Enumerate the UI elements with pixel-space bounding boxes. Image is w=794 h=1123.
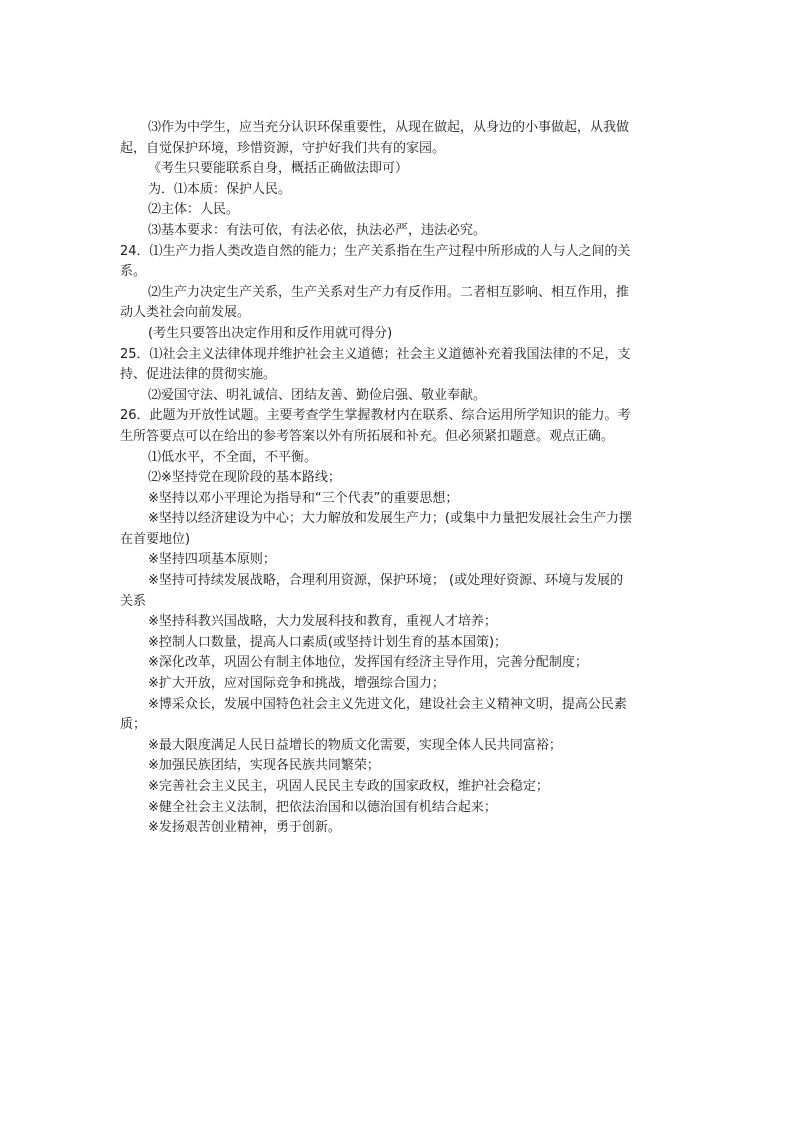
text-line: ⑵爱国守法、明礼诚信、团结友善、勤俭启强、敬业奉献。: [148, 387, 487, 403]
text-line: ⑵※坚持党在现阶段的基本路线；: [148, 470, 341, 486]
text-line: 起，自觉保护环境，珍惜资源，守护好我们共有的家园。: [120, 140, 446, 156]
text-line: 26．此题为开放性试题。主要考查学生掌握教材内在联系、综合运用所学知识的能力。考: [120, 408, 631, 424]
text-line: 质；: [120, 717, 147, 733]
text-line: 关系: [120, 593, 147, 609]
text-line: ※扩大开放，应对国际竞争和挑战，增强综合国力；: [148, 676, 445, 692]
text-line: ※博采众长，发展中国特色社会主义先进文化，建设社会主义精神文明，提高公民素: [148, 696, 627, 712]
text-line: 生所答要点可以在给出的参考答案以外有所拓展和补充。但必须紧扣题意。观点正确。: [120, 428, 615, 444]
text-line: ※最大限度满足人民日益增长的物质文化需要，实现全体人民共同富裕；: [148, 737, 562, 753]
text-line: ※坚持以邓小平理论为指导和“三个代表”的重要思想；: [148, 490, 459, 506]
text-line: ⑵主体：人民。: [148, 202, 240, 218]
text-line: ※完善社会主义民主，巩固人民民主专政的国家政权，维护社会稳定；: [148, 779, 549, 794]
text-line: 24．⑴生产力指人类改造自然的能力；生产关系指在生产过程中所形成的人与人之间的关: [120, 243, 631, 259]
text-line: ※坚持科教兴国战略，大力发展科技和教育，重视人才培养；: [148, 614, 497, 630]
text-line: ⑴低水平，不全面，不平衡。: [148, 449, 318, 465]
document-page: [120, 118, 680, 839]
text-line: ※控制人口数量，提高人口素质(或坚持计划生育的基本国策)；: [148, 634, 508, 650]
text-line: 为．⑴本质：保护人民。: [148, 181, 292, 197]
text-line: ※坚持以经济建设为中心；大力解放和发展生产力；(或集中力量把发展社会生产力摆: [148, 511, 632, 527]
text-line: (考生只要答出决定作用和反作用就可得分): [148, 325, 393, 341]
text-line: 动人类社会向前发展。: [120, 305, 251, 321]
text-line: 系。: [120, 264, 147, 280]
text-line: 25．⑴社会主义法律体现并维护社会主义道德；社会主义道德补充着我国法律的不足，支: [120, 346, 631, 362]
text-line: ※坚持可持续发展战略，合理利用资源，保护环境； (或处理好资源、环境与发展的: [148, 573, 624, 589]
text-line: 在首要地位): [120, 531, 191, 547]
text-line: ※健全社会主义法制，把依法治国和以德治国有机结合起来；: [148, 799, 497, 815]
text-line: 持、促进法律的贯彻实施。: [120, 367, 277, 383]
text-line: ⑶基本要求：有法可依，有法必依，执法必严，违法必究。: [148, 222, 487, 238]
text-line: ※坚持四项基本原则；: [148, 552, 276, 568]
text-line: ※深化改革，巩固公有制主体地位，发挥国有经济主导作用，完善分配制度；: [148, 655, 588, 671]
text-line: ⑵生产力决定生产关系，生产关系对生产力有反作用。二者相互影响、相互作用，推: [148, 284, 630, 300]
text-line: ※发扬艰苦创业精神，勇于创新。: [148, 820, 341, 836]
text-line: ⑶作为中学生，应当充分认识环保重要性，从现在做起，从身边的小事做起，从我做: [148, 120, 630, 135]
text-line: ※加强民族团结，实现各民族共同繁荣；: [148, 758, 380, 774]
text-line: 《考生只要能联系自身，概括正确做法即可）: [148, 161, 409, 177]
